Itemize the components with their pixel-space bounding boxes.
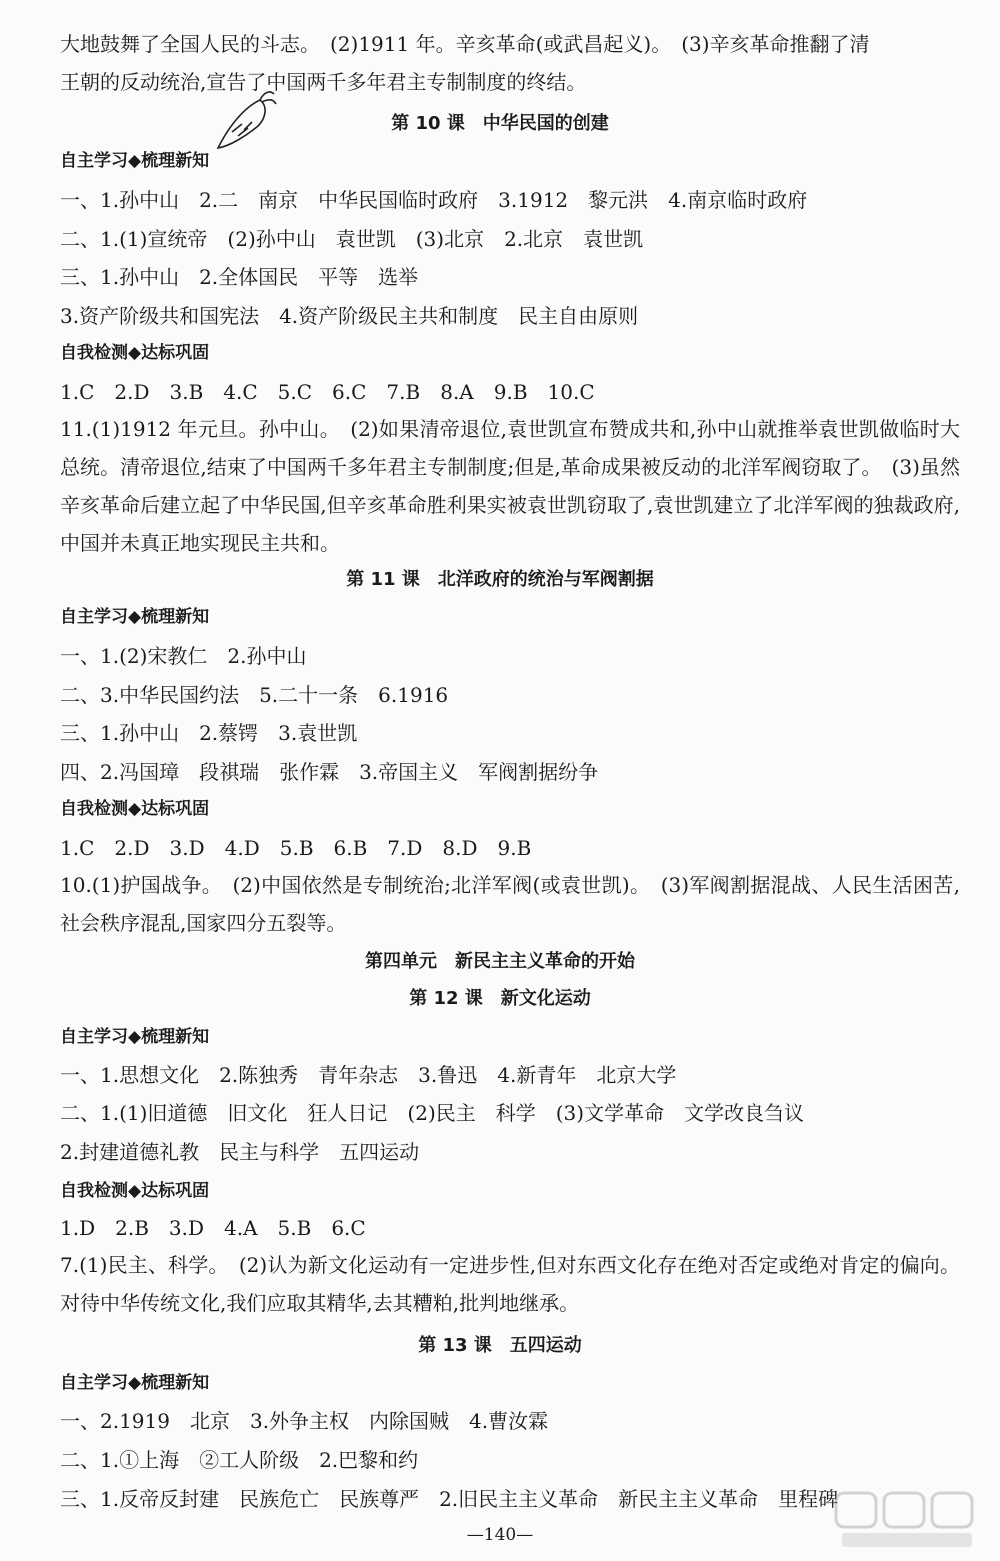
text-line: 大地鼓舞了全国人民的斗志。 (2)1911 年。辛亥革命(或武昌起义)。 (3)辛亥革命推翻了清 (60, 32, 870, 56)
section-heading: 自主学习◆梳理新知 (60, 1027, 210, 1047)
answer-line: 三、1.孙中山 2.全体国民 平等 选举 (60, 265, 419, 289)
answer-line: 三、1.孙中山 2.蔡锷 3.袁世凯 (60, 721, 358, 745)
section-heading: 自我检测◆达标巩固 (60, 1181, 210, 1201)
text-line: 王朝的反动统治,宣告了中国两千多年君主专制制度的终结。 (60, 70, 587, 94)
section-heading: 自主学习◆梳理新知 (60, 151, 210, 171)
choice-answers: 1.D 2.B 3.D 4.A 5.B 6.C (60, 1216, 366, 1240)
answer-line: 3.资产阶级共和国宪法 4.资产阶级民主共和制度 民主自由原则 (60, 304, 639, 328)
section-heading: 自主学习◆梳理新知 (60, 607, 210, 627)
answer-line: 一、1.孙中山 2.二 南京 中华民国临时政府 3.1912 黎元洪 4.南京临时政府 (60, 188, 808, 212)
choice-answers: 1.C 2.D 3.B 4.C 5.C 6.C 7.B 8.A 9.B 10.C (60, 380, 595, 404)
answer-paragraph: 11.(1)1912 年元旦。孙中山。 (2)如果清帝退位,袁世凯宣布赞成共和,孙中山就推举袁世凯做临时大总统。清帝退位,结束了中国两千多年君主专制制度;但是,革命成果被反动的北洋军阀窃取了。 (3)虽然辛亥革命后建立起了中华民国,但辛亥革命胜利果实被袁世凯窃取了,袁世凯建立了北洋军阀的独裁政府,中国并未真正地实现民主共和。 (60, 417, 960, 555)
section-heading: 自我检测◆达标巩固 (60, 799, 210, 819)
lesson-title: 第 10 课 中华民国的创建 (391, 113, 609, 134)
answer-line: 二、3.中华民国约法 5.二十一条 6.1916 (60, 683, 449, 707)
watermark-logo-icon (832, 1489, 982, 1553)
section-heading: 自我检测◆达标巩固 (60, 343, 210, 363)
answer-line: 三、1.反帝反封建 民族危亡 民族尊严 2.旧民主主义革命 新民主主义革命 里程碑 (60, 1487, 839, 1511)
answer-line: 二、1.(1)宣统帝 (2)孙中山 袁世凯 (3)北京 2.北京 袁世凯 (60, 227, 644, 251)
lesson-title: 第 12 课 新文化运动 (409, 988, 591, 1009)
answer-line: 二、1.①上海 ②工人阶级 2.巴黎和约 (60, 1448, 419, 1472)
lesson-title: 第 11 课 北洋政府的统治与军阀割据 (346, 569, 654, 590)
answer-line: 一、2.1919 北京 3.外争主权 内除国贼 4.曹汝霖 (60, 1409, 549, 1433)
lesson-title: 第 13 课 五四运动 (418, 1335, 582, 1356)
answer-paragraph: 10.(1)护国战争。 (2)中国依然是专制统治;北洋军阀(或袁世凯)。 (3)军阀割据混战、人民生活困苦,社会秩序混乱,国家四分五裂等。 (60, 873, 960, 935)
unit-title: 第四单元 新民主主义革命的开始 (365, 951, 635, 972)
answer-paragraph: 7.(1)民主、科学。 (2)认为新文化运动有一定进步性,但对东西文化存在绝对否定或绝对肯定的偏向。对待中华传统文化,我们应取其精华,去其糟粕,批判地继承。 (60, 1253, 960, 1315)
answer-line: 2.封建道德礼教 民主与科学 五四运动 (60, 1140, 420, 1164)
answer-line: 一、1.思想文化 2.陈独秀 青年杂志 3.鲁迅 4.新青年 北京大学 (60, 1063, 677, 1087)
answer-line: 一、1.(2)宋教仁 2.孙中山 (60, 644, 307, 668)
section-heading: 自主学习◆梳理新知 (60, 1373, 210, 1393)
answer-line: 二、1.(1)旧道德 旧文化 狂人日记 (2)民主 科学 (3)文学革命 文学改良刍议 (60, 1101, 805, 1125)
choice-answers: 1.C 2.D 3.D 4.D 5.B 6.B 7.D 8.D 9.B (60, 836, 532, 860)
answer-line: 四、2.冯国璋 段祺瑞 张作霖 3.帝国主义 军阀割据纷争 (60, 760, 599, 784)
page-number: —140— (466, 1525, 534, 1545)
